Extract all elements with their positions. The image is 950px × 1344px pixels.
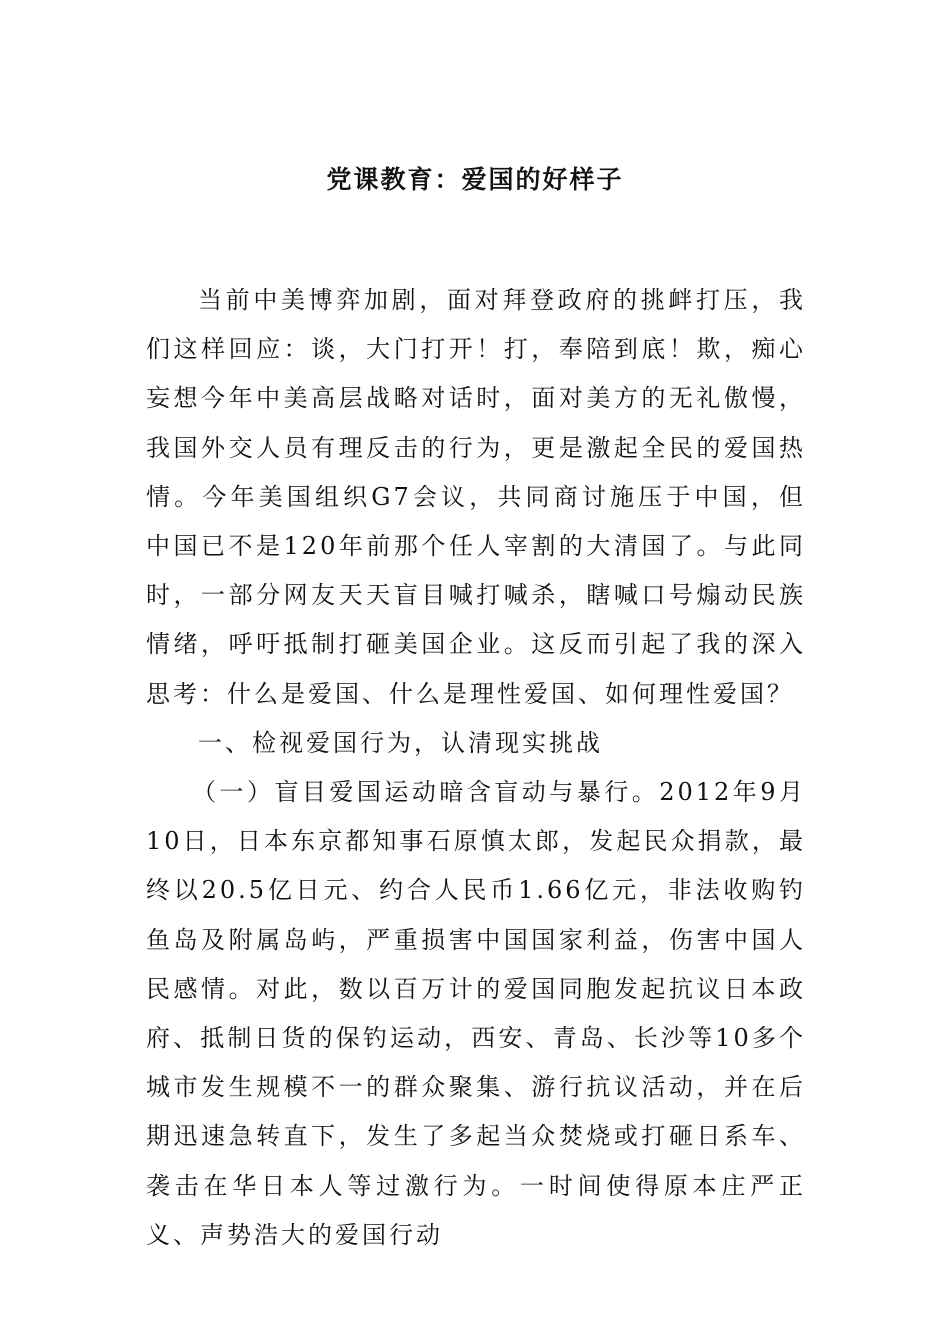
document-body [146, 276, 806, 1260]
section-heading: 一、检视爱国行为，认清现实挑战 [198, 728, 603, 757]
intro-paragraph: 当前中美博弈加剧，面对拜登政府的挑衅打压，我们这样回应：谈，大门打开！打，奉陪到底！欺，痴心妄想今年中美高层战略对话时，面对美方的无礼傲慢，我国外交人员有理反击的行为，更是激起全民的爱国热情。今年美国组织G7会议，共同商讨施压于中国，但中国已不是120年前那个任人宰割的大清国了。与此同时，一部分网友天天盲目喊打喊杀，瞎喊口号煽动民族情绪，呼吁抵制打砸美国企业。这反而引起了我的深入思考：什么是爱国、什么是理性爱国、如何理性爱国？ [146, 286, 806, 708]
document-title: 党课教育：爱国的好样子 [326, 165, 624, 194]
subsection-paragraph: （一）盲目爱国运动暗含盲动与暴行。2012年9月10日，日本东京都知事石原慎太郎，发起民众捐款，最终以20.5亿日元、约合人民币1.66亿元，非法收购钓鱼岛及附属岛屿，严重损害中国国家利益，伤害中国人民感情。对此，数以百万计的爱国同胞发起抗议日本政府、抵制日货的保钓运动，西安、青岛、长沙等10多个城市发生规模不一的群众聚集、游行抗议活动，并在后期迅速急转直下，发生了多起当众焚烧或打砸日系车、袭击在华日本人等过激行为。一时间使得原本庄严正义、声势浩大的爱国行动 [146, 778, 806, 1249]
